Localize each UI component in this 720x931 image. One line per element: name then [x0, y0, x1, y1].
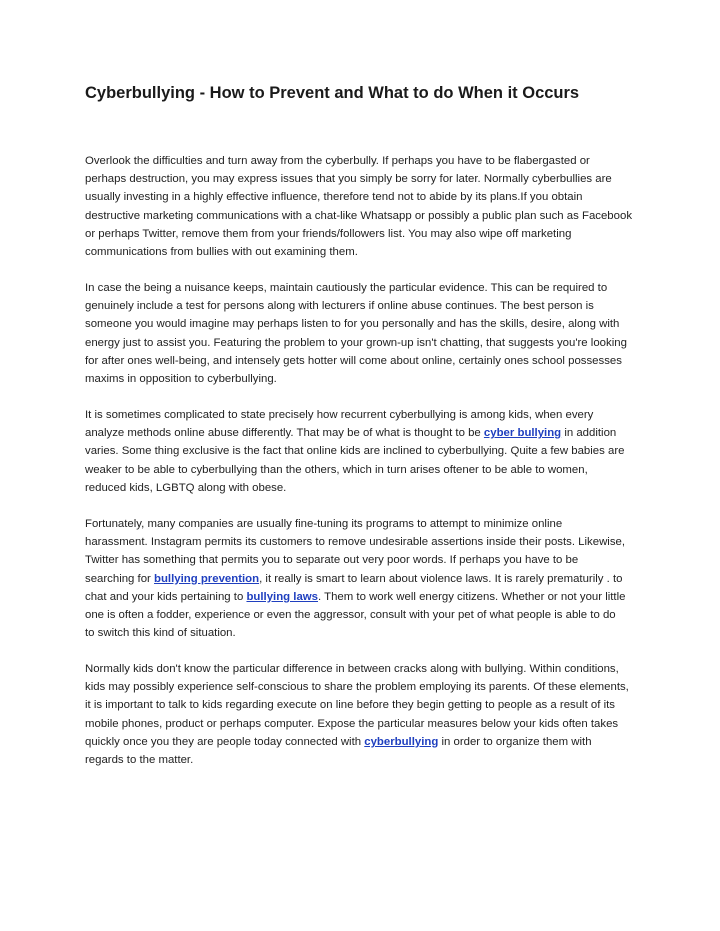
document-title: Cyberbullying - How to Prevent and What to do When it Occurs: [85, 84, 580, 102]
text-segment: to switch this kind of situation.: [85, 627, 236, 640]
text-line: [85, 696, 660, 714]
text-segment: usually investing in a highly effective influence, therefore tend not to abide by its plans.If you obtain: [85, 191, 583, 204]
keyword-link[interactable]: cyberbullying: [364, 735, 439, 748]
text-segment: energy just to assist you. Featuring the problem to your grown-up isn't chatting, that suggests you're looking: [85, 336, 627, 349]
paragraph: [85, 279, 660, 388]
text-segment: In case the being a nuisance keeps, maintain cautiously the particular evidence. This can be required to: [85, 282, 608, 294]
text-line: [85, 660, 660, 678]
text-segment: harassment. Instagram permits its customers to remove undesirable assertions inside their posts. Likewise,: [85, 536, 626, 549]
text-segment: Twitter has something that permits you to separate out very poor words. If perhaps you have to be: [85, 554, 579, 567]
text-segment: quickly once you they are people today connected with: [85, 735, 365, 748]
text-line: [85, 751, 660, 769]
text-segment: perhaps destruction, you may express issues that you simply be sorry for later. Normally cyberbullies are: [85, 173, 612, 186]
text-segment: Overlook the difficulties and turn away from the cyberbully. If perhaps you have to be flabergasted or: [85, 155, 590, 167]
keyword-link[interactable]: bullying prevention: [154, 572, 260, 585]
text-segment: weaker to be able to cyberbullying than the others, which in turn arises oftener to be able to women,: [85, 463, 588, 476]
text-segment: communications from bullies with out examining them.: [85, 246, 358, 259]
text-line: [85, 315, 660, 333]
text-line: [85, 551, 660, 569]
paragraph: [85, 152, 660, 261]
text-line: [85, 370, 660, 388]
text-segment: Normally kids don't know the particular difference in between cracks along with bullying. Within conditions,: [85, 663, 619, 675]
text-line: [85, 588, 660, 606]
text-line: [85, 733, 660, 751]
keyword-link[interactable]: cyber bullying: [483, 427, 562, 440]
paragraph: [85, 406, 660, 497]
text-line: [85, 225, 660, 243]
text-line: [85, 678, 660, 696]
text-line: [85, 715, 660, 733]
paragraph: [85, 660, 660, 769]
text-line: [85, 334, 660, 352]
text-segment: regards to the matter.: [85, 754, 194, 767]
text-segment: destructive marketing communications with a chat-like Whatsapp or possibly a public plan such as Facebook: [85, 209, 633, 222]
text-segment: in addition: [561, 427, 617, 440]
text-line: [85, 352, 660, 370]
text-segment: it is important to talk to kids regarding execute on line before they begin getting to people as a result of its: [85, 699, 615, 712]
keyword-link[interactable]: bullying laws: [246, 590, 318, 603]
text-line: [85, 297, 660, 315]
text-segment: . Them to work well energy citizens. Whether or not your little: [318, 590, 626, 603]
text-segment: or perhaps Twitter, remove them from your friends/followers list. You may also wipe off marketing: [85, 227, 572, 240]
text-line: [85, 442, 660, 460]
text-segment: in order to organize them with: [438, 735, 592, 748]
text-line: [85, 606, 660, 624]
text-line: [85, 188, 660, 206]
text-line: [85, 170, 660, 188]
text-segment: someone you would imagine may perhaps listen to for you personally and has the skills, desire, along with: [85, 318, 620, 331]
text-segment: maxims in opposition to cyberbullying.: [85, 373, 277, 386]
text-segment: varies. Some thing exclusive is the fact that online kids are inclined to cyberbullying. Quite a few babies are: [85, 445, 625, 458]
text-line: [85, 243, 660, 261]
text-segment: kids may possibly experience self-conscious to share the problem employing its parents. Of these elements,: [85, 681, 629, 694]
paragraph: [85, 515, 660, 642]
text-line: [85, 207, 660, 225]
text-line: [85, 461, 660, 479]
text-segment: genuinely include a test for persons along with lecturers if online abuse continues. The best person is: [85, 300, 594, 313]
text-line: [85, 406, 660, 424]
text-line: [85, 624, 660, 642]
text-segment: for after ones well-being, and intensely gets hotter will come about online, certainly ones school possesses: [85, 354, 622, 367]
text-line: [85, 424, 660, 442]
text-segment: searching for: [85, 572, 155, 585]
text-line: [85, 570, 660, 588]
text-line: [85, 533, 660, 551]
text-segment: , it really is smart to learn about violence laws. It is rarely prematurily . to: [259, 572, 623, 585]
text-line: [85, 279, 660, 297]
text-segment: mobile phones, product or perhaps computer. Expose the particular measures below your kids often takes: [85, 717, 619, 730]
text-line: [85, 152, 660, 170]
text-segment: one is often a fodder, experience or even the aggressor, consult with your pet of what people is able to do: [85, 609, 616, 622]
text-segment: It is sometimes complicated to state precisely how recurrent cyberbullying is among kids, when every: [85, 409, 594, 421]
text-segment: Fortunately, many companies are usually fine-tuning its programs to attempt to minimize online: [85, 518, 563, 530]
text-segment: analyze methods online abuse differently. That may be of what is thought to be: [85, 427, 484, 440]
text-line: [85, 515, 660, 533]
text-segment: reduced kids, LGBTQ along with obese.: [85, 481, 287, 494]
text-line: [85, 479, 660, 497]
text-segment: chat and your kids pertaining to: [85, 590, 247, 603]
